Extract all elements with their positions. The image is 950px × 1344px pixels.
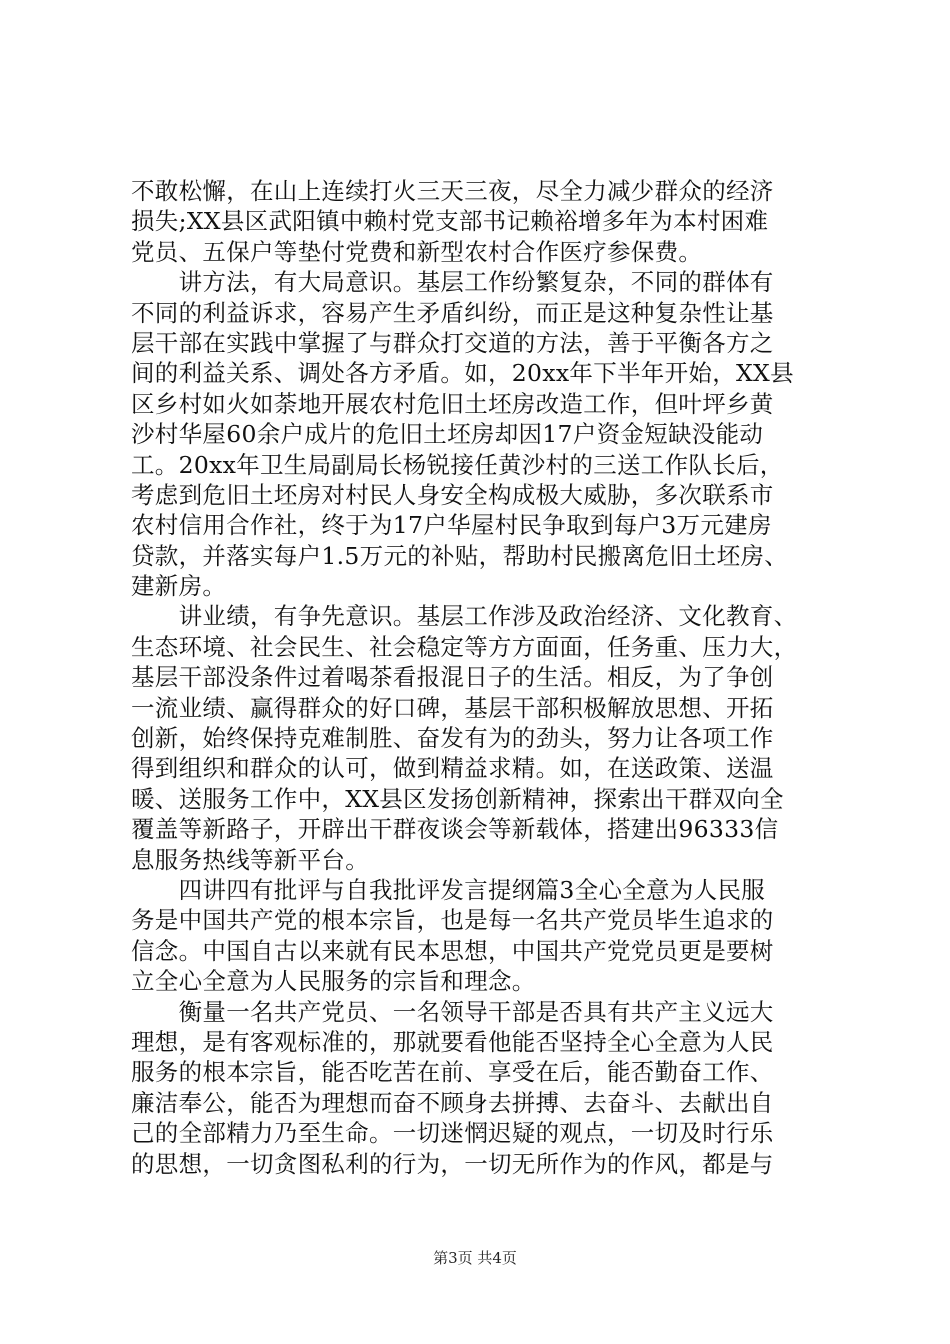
text-line: 农村信用合作社，终于为17户华屋村民争取到每户3万元建房	[131, 511, 772, 540]
text-line: 理想，是有客观标准的，那就要看他能否坚持全心全意为人民	[131, 1027, 774, 1056]
text-line: 工。20xx年卫生局副局长杨锐接任黄沙村的三送工作队长后，	[131, 450, 784, 479]
body-text	[131, 176, 831, 1179]
text-line: 覆盖等新路子，开辟出干群夜谈会等新载体，搭建出96333信	[131, 815, 779, 844]
text-line: 沙村华屋60余户成片的危旧土坯房却因17户资金短缺没能动	[131, 420, 764, 449]
text-line: 一流业绩、赢得群众的好口碑，基层干部积极解放思想、开拓	[131, 693, 774, 722]
text-line: 务是中国共产党的根本宗旨，也是每一名共产党员毕生追求的	[131, 906, 774, 935]
text-line: 讲业绩，有争先意识。基层工作涉及政治经济、文化教育、	[131, 602, 798, 631]
text-line: 党员、五保户等垫付党费和新型农村合作医疗参保费。	[131, 237, 703, 266]
text-line: 创新，始终保持克难制胜、奋发有为的劲头，努力让各项工作	[131, 724, 774, 753]
text-line: 间的利益关系、调处各方矛盾。如，20xx年下半年开始，XX县	[131, 359, 794, 388]
text-line: 廉洁奉公，能否为理想而奋不顾身去拼搏、去奋斗、去献出自	[131, 1088, 774, 1117]
text-line: 衡量一名共产党员、一名领导干部是否具有共产主义远大	[131, 997, 774, 1026]
text-line: 暖、送服务工作中，XX县区发扬创新精神，探索出干群双向全	[131, 784, 784, 813]
text-line: 信念。中国自古以来就有民本思想，中国共产党党员更是要树	[131, 936, 774, 965]
text-line: 讲方法，有大局意识。基层工作纷繁复杂，不同的群体有	[131, 268, 774, 297]
text-line: 基层干部没条件过着喝茶看报混日子的生活。相反，为了争创	[131, 663, 774, 692]
text-line: 己的全部精力乃至生命。一切迷惘迟疑的观点，一切及时行乐	[131, 1119, 774, 1148]
page-number-footer: 第3页 共4页	[433, 1249, 517, 1267]
text-line: 贷款，并落实每户1.5万元的补贴，帮助村民搬离危旧土坯房、	[131, 541, 789, 570]
text-line: 生态环境、社会民生、社会稳定等方方面面，任务重、压力大，	[131, 632, 798, 661]
text-line: 层干部在实践中掌握了与群众打交道的方法，善于平衡各方之	[131, 328, 774, 357]
text-line: 立全心全意为人民服务的宗旨和理念。	[131, 967, 536, 996]
text-line: 息服务热线等新平台。	[131, 845, 369, 874]
text-line: 考虑到危旧土坯房对村民人身安全构成极大威胁，多次联系市	[131, 480, 774, 509]
text-line: 服务的根本宗旨，能否吃苦在前、享受在后，能否勤奋工作、	[131, 1058, 774, 1087]
text-line: 区乡村如火如荼地开展农村危旧土坯房改造工作，但叶坪乡黄	[131, 389, 774, 418]
text-line: 四讲四有批评与自我批评发言提纲篇3全心全意为人民服	[131, 875, 766, 904]
text-line: 不同的利益诉求，容易产生矛盾纠纷，而正是这种复杂性让基	[131, 298, 774, 327]
text-line: 得到组织和群众的认可，做到精益求精。如，在送政策、送温	[131, 754, 774, 783]
text-line: 损失;XX县区武阳镇中赖村党支部书记赖裕增多年为本村困难	[131, 207, 769, 236]
text-line: 建新房。	[131, 572, 227, 601]
text-line: 不敢松懈，在山上连续打火三天三夜，尽全力减少群众的经济	[131, 177, 774, 205]
text-line: 的思想，一切贪图私利的行为，一切无所作为的作风，都是与	[131, 1149, 774, 1178]
